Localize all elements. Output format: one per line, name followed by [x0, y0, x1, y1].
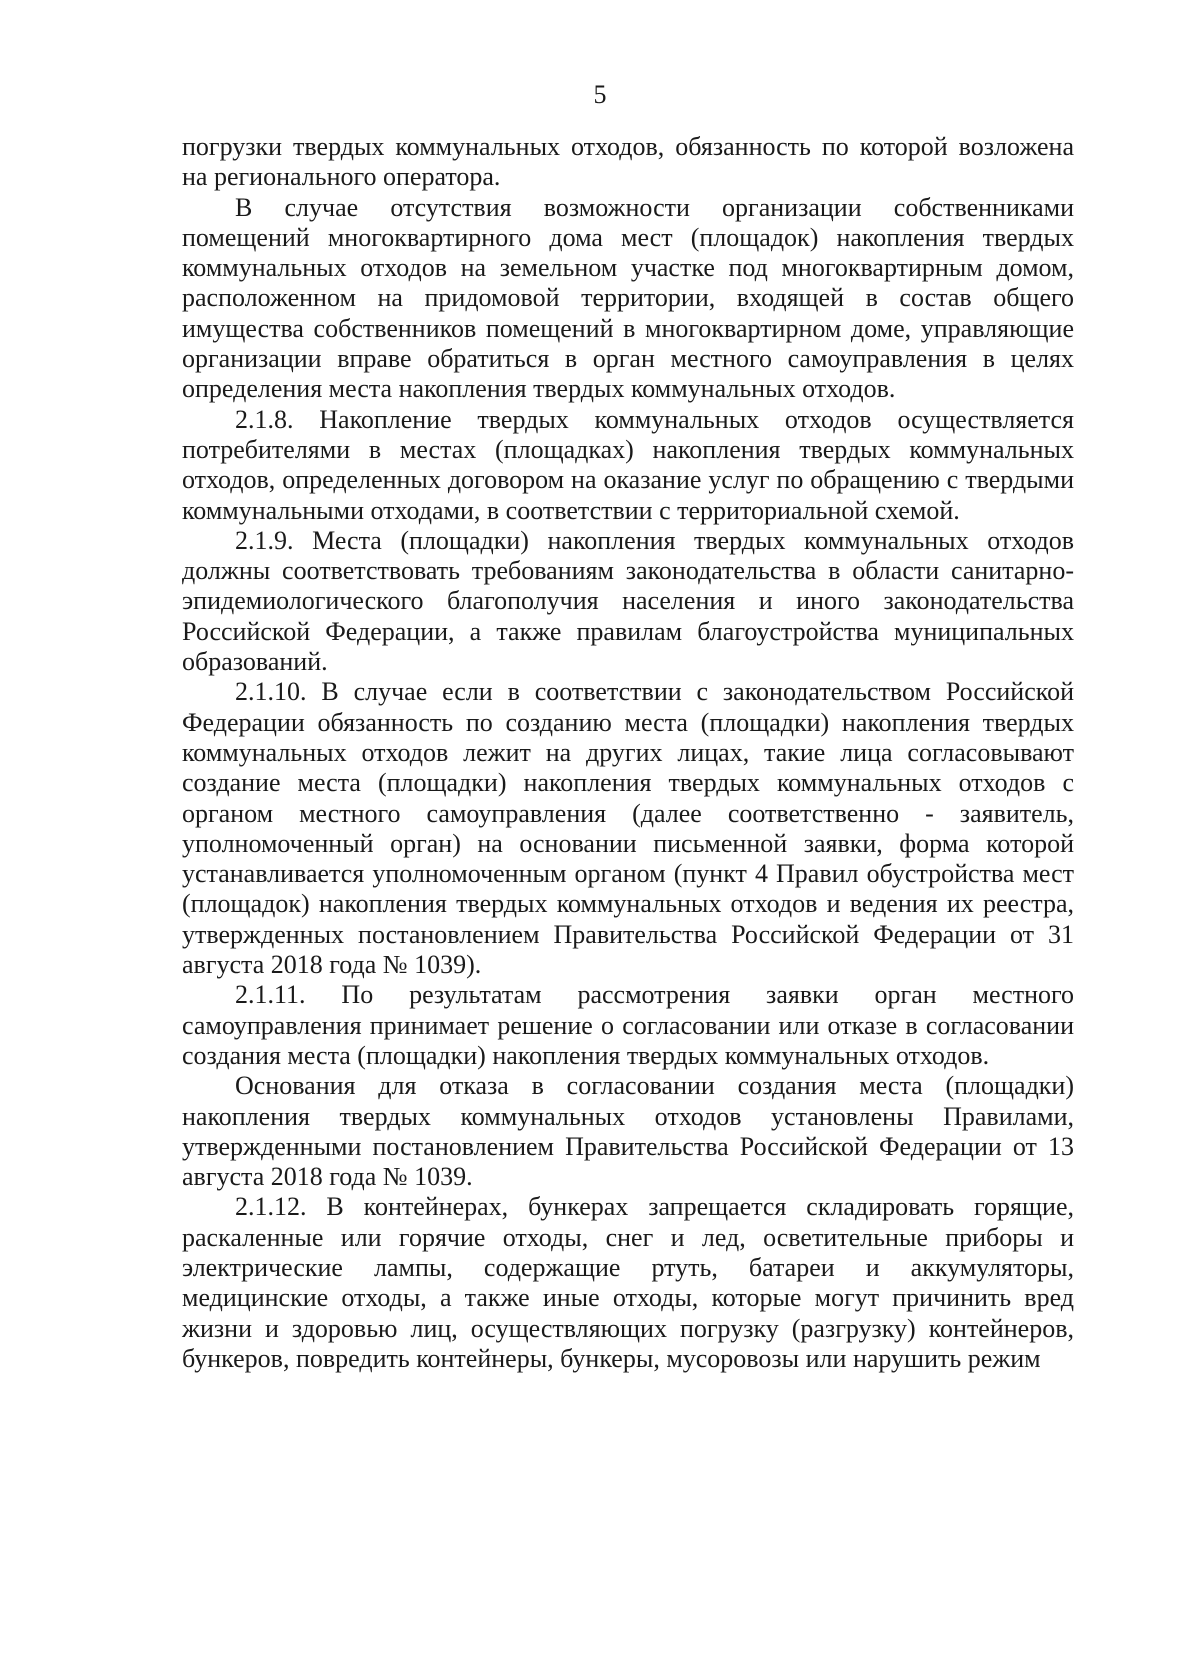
paragraph-continuation: погрузки твердых коммунальных отходов, обязанность по которой возложена на регионального оператора.	[182, 132, 1074, 192]
paragraph-2-1-10: 2.1.10. В случае если в соответствии с законодательством Российской Федерации обязанность по созданию места (площадки) накопления твердых коммунальных отходов лежит на других лицах, такие лица согласовывают создание места (площадки) накопления твердых коммунальных отходов с органом местного самоуправления (далее соответственно - заявитель, уполномоченный орган) на основании письменной заявки, форма которой устанавливается уполномоченным органом (пункт 4 Правил обустройства мест (площадок) накопления твердых коммунальных отходов и ведения их реестра, утвержденных постановлением Правительства Российской Федерации от 31 августа 2018 года № 1039).	[182, 677, 1074, 980]
paragraph-2-1-9: 2.1.9. Места (площадки) накопления твердых коммунальных отходов должны соответствовать требованиям законодательства в области санитарно-эпидемиологического благополучия населения и иного законодательства Российской Федерации, а также правилам благоустройства муниципальных образований.	[182, 525, 1074, 677]
page-number: 5	[593, 80, 607, 109]
paragraph-management-companies: В случае отсутствия возможности организации собственниками помещений многоквартирного дома мест (площадок) накопления твердых коммунальных отходов на земельном участке под многоквартирным домом, расположенном на придомовой территории, входящей в состав общего имущества собственников помещений в многоквартирном доме, управляющие организации вправе обратиться в орган местного самоуправления в целях определения места накопления твердых коммунальных отходов.	[182, 192, 1074, 404]
paragraph-2-1-12: 2.1.12. В контейнерах, бункерах запрещается складировать горящие, раскаленные или горячие отходы, снег и лед, осветительные приборы и электрические лампы, содержащие ртуть, батареи и аккумуляторы, медицинские отходы, а также иные отходы, которые могут причинить вред жизни и здоровью лиц, осуществляющих погрузку (разгрузку) контейнеров, бункеров, повредить контейнеры, бункеры, мусоровозы или нарушить режим	[182, 1192, 1074, 1373]
paragraph-2-1-11: 2.1.11. По результатам рассмотрения заявки орган местного самоуправления принимает решение о согласовании или отказе в согласовании создания места (площадки) накопления твердых коммунальных отходов.	[182, 980, 1074, 1070]
document-body	[182, 132, 1074, 1374]
paragraph-2-1-8: 2.1.8. Накопление твердых коммунальных отходов осуществляется потребителями в местах (площадках) накопления твердых коммунальных отходов, определенных договором на оказание услуг по обращению с твердыми коммунальными отходами, в соответствии с территориальной схемой.	[182, 404, 1074, 525]
paragraph-refusal-grounds: Основания для отказа в согласовании создания места (площадки) накопления твердых коммунальных отходов установлены Правилами, утвержденными постановлением Правительства Российской Федерации от 13 августа 2018 года № 1039.	[182, 1071, 1074, 1192]
